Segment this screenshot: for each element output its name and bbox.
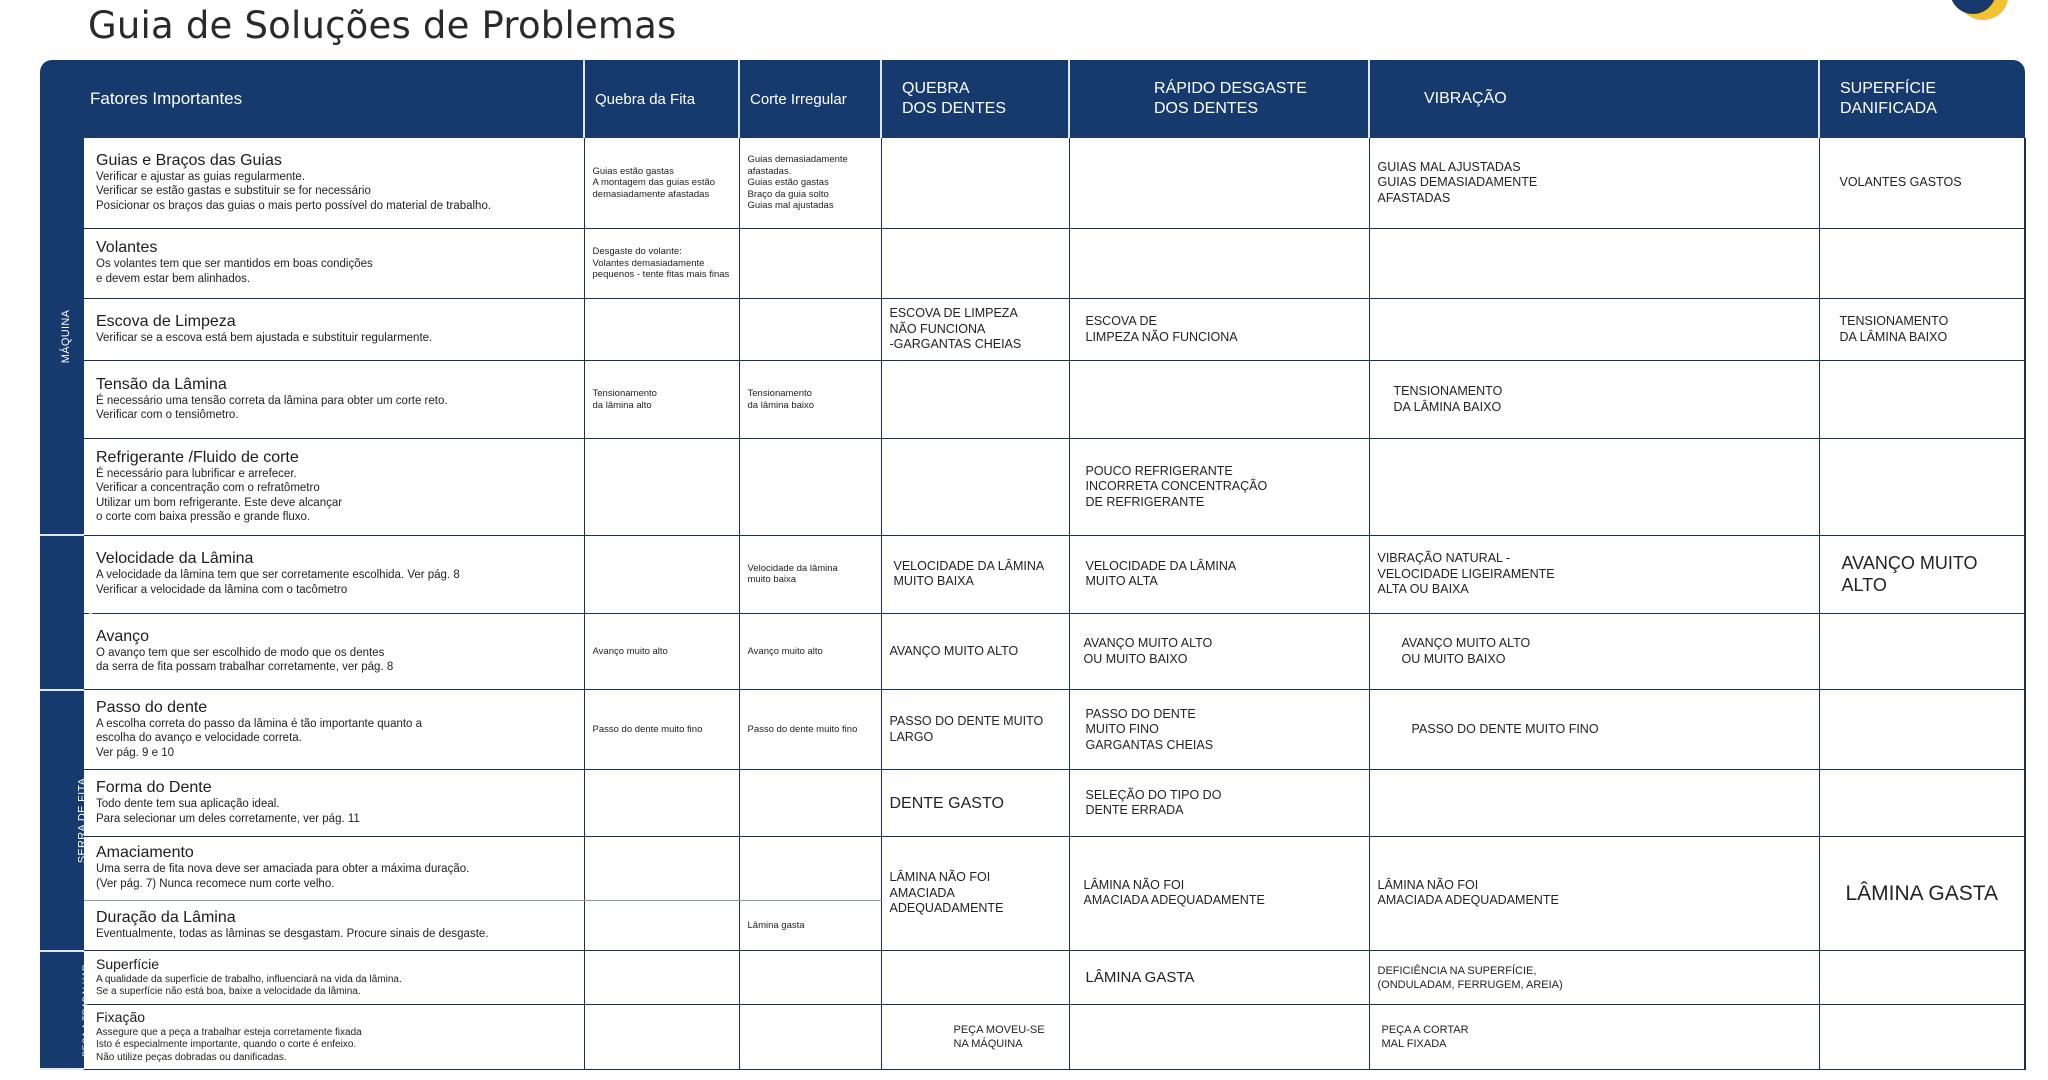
- table-cell: Passo do dente muito fino: [739, 690, 881, 770]
- table-row: [40, 138, 2025, 228]
- table-cell: [739, 439, 881, 535]
- table-cell: [584, 439, 739, 535]
- table-cell: VELOCIDADE DA LÂMINA MUITO BAIXA: [881, 535, 1069, 613]
- table-cell: [739, 228, 881, 298]
- table-cell: [739, 770, 881, 836]
- table-cell: [1819, 770, 2025, 836]
- troubleshooting-table: [40, 60, 2026, 1070]
- factor-superficie: Superfície A qualidade da superfície de trabalho, influenciará na vida da lâmina. Se a superfície não está boa, baixe a velocidade da lâmina.: [84, 951, 584, 1005]
- header-fatores: Fatores Importantes: [40, 60, 584, 138]
- factor-volantes: Volantes Os volantes tem que ser mantidos em boas condições e devem estar bem alinhados.: [84, 228, 584, 298]
- table-cell: [881, 138, 1069, 228]
- table-cell: [584, 836, 739, 900]
- table-cell: LÂMINA GASTA: [1069, 951, 1369, 1005]
- table-cell: Passo do dente muito fino: [584, 690, 739, 770]
- table-cell: [1369, 228, 1819, 298]
- factor-guias: Guias e Braços das Guias Verificar e ajustar as guias regularmente. Verificar se estão gastas e substituir se for necessário Posicionar os braços das guias o mais perto possível do material de trabalho.: [84, 138, 584, 228]
- table-cell: [1069, 228, 1369, 298]
- factor-fixacao: Fixação Assegure que a peça a trabalhar esteja corretamente fixada Isto é especialmente importante, quando o corte é enfeixo. Não utilize peças dobradas ou danificadas.: [84, 1005, 584, 1069]
- header-superficie: SUPERFÍCIE DANIFICADA: [1819, 60, 2025, 138]
- table-cell: [1819, 1005, 2025, 1069]
- table-cell: Desgaste do volante: Volantes demasiadamente pequenos - tente fitas mais finas: [584, 228, 739, 298]
- group-dados-corte: DADOS DO CORTE: [40, 535, 84, 689]
- table-cell: [1819, 361, 2025, 439]
- table-row: [40, 770, 2025, 836]
- table-cell: [584, 299, 739, 361]
- group-maquina: MÁQUINA: [40, 138, 84, 535]
- table-row: [40, 836, 2025, 900]
- table-cell: LÂMINA GASTA: [1819, 836, 2025, 950]
- table-cell: [881, 439, 1069, 535]
- table-cell: [1819, 228, 2025, 298]
- table-cell: [1819, 951, 2025, 1005]
- table-cell: [881, 951, 1069, 1005]
- table-cell: [1369, 439, 1819, 535]
- table-cell: ESCOVA DE LIMPEZA NÃO FUNCIONA -GARGANTAS CHEIAS: [881, 299, 1069, 361]
- table-cell: [881, 361, 1069, 439]
- table-row: [40, 951, 2025, 1005]
- table-cell: GUIAS MAL AJUSTADAS GUIAS DEMASIADAMENTE AFASTADAS: [1369, 138, 1819, 228]
- table-cell: AVANÇO MUITO ALTO: [1819, 535, 2025, 613]
- header-corte-irregular: Corte Irregular: [739, 60, 881, 138]
- header-vibracao: VIBRAÇÃO: [1369, 60, 1819, 138]
- table-cell: [584, 951, 739, 1005]
- factor-avanco: Avanço O avanço tem que ser escolhido de modo que os dentes da serra de fita possam trabalhar corretamente, ver pág. 8: [84, 613, 584, 689]
- page-title: Guia de Soluções de Problemas: [88, 4, 677, 47]
- table-cell: PASSO DO DENTE MUITO LARGO: [881, 690, 1069, 770]
- table-cell: LÂMINA NÃO FOI AMACIADA ADEQUADAMENTE: [1069, 836, 1369, 950]
- table-cell: Tensionamento da lâmina alto: [584, 361, 739, 439]
- table-cell: LÂMINA NÃO FOI AMACIADA ADEQUADAMENTE: [881, 836, 1069, 950]
- table-cell: DENTE GASTO: [881, 770, 1069, 836]
- table-cell: [1369, 299, 1819, 361]
- table-cell: [1069, 138, 1369, 228]
- table-cell: PEÇA A CORTAR MAL FIXADA: [1369, 1005, 1819, 1069]
- table-cell: Tensionamento da lâmina baixo: [739, 361, 881, 439]
- table-cell: AVANÇO MUITO ALTO: [881, 613, 1069, 689]
- table-cell: [584, 770, 739, 836]
- table-row: [40, 299, 2025, 361]
- table-cell: [1819, 613, 2025, 689]
- header-desgaste-dentes: RÁPIDO DESGASTE DOS DENTES: [1069, 60, 1369, 138]
- table-cell: AVANÇO MUITO ALTO OU MUITO BAIXO: [1369, 613, 1819, 689]
- table-cell: TENSIONAMENTO DA LÂMINA BAIXO: [1819, 299, 2025, 361]
- table-cell: TENSIONAMENTO DA LÂMINA BAIXO: [1369, 361, 1819, 439]
- factor-escova: Escova de Limpeza Verificar se a escova está bem ajustada e substituir regularmente.: [84, 299, 584, 361]
- table-cell: Guias demasiadamente afastadas. Guias estão gastas Braço da guia solto Guias mal ajustadas: [739, 138, 881, 228]
- table-cell: Velocidade da lâmina muito baixa: [739, 535, 881, 613]
- table-cell: [1069, 361, 1369, 439]
- table-cell: ESCOVA DE LIMPEZA NÃO FUNCIONA: [1069, 299, 1369, 361]
- header-quebra-dentes: QUEBRA DOS DENTES: [881, 60, 1069, 138]
- factor-velocidade: Velocidade da Lâmina A velocidade da lâmina tem que ser corretamente escolhida. Ver pág. 8 Verificar a velocidade da lâmina com o tacômetro: [84, 535, 584, 613]
- table-row: [40, 439, 2025, 535]
- table-cell: [1819, 690, 2025, 770]
- table-cell: [584, 1005, 739, 1069]
- table-row: [40, 1005, 2025, 1069]
- factor-refrigerante: Refrigerante /Fluido de corte É necessário para lubrificar e arrefecer. Verificar a concentração com o refratômetro Utilizar um bom refrigerante. Este deve alcançar o corte com baixa pressão e grande fluxo.: [84, 439, 584, 535]
- table-cell: [1369, 770, 1819, 836]
- table-cell: POUCO REFRIGERANTE INCORRETA CONCENTRAÇÃO DE REFRIGERANTE: [1069, 439, 1369, 535]
- table-cell: PASSO DO DENTE MUITO FINO GARGANTAS CHEIAS: [1069, 690, 1369, 770]
- table-cell: VIBRAÇÃO NATURAL - VELOCIDADE LIGEIRAMENTE ALTA OU BAIXA: [1369, 535, 1819, 613]
- table-cell: PEÇA MOVEU-SE NA MÁQUINA: [881, 1005, 1069, 1069]
- table-cell: [584, 535, 739, 613]
- table-cell: PASSO DO DENTE MUITO FINO: [1369, 690, 1819, 770]
- group-serra-fita: SERRA DE FITA: [40, 690, 84, 951]
- table-cell: VELOCIDADE DA LÂMINA MUITO ALTA: [1069, 535, 1369, 613]
- table-row: [40, 613, 2025, 689]
- table-cell: [739, 1005, 881, 1069]
- table-cell: SELEÇÃO DO TIPO DO DENTE ERRADA: [1069, 770, 1369, 836]
- table-row: [40, 228, 2025, 298]
- table-row: [40, 361, 2025, 439]
- header-row: [40, 60, 2025, 138]
- table-cell: DEFICIÊNCIA NA SUPERFÍCIE, (ONDULADAM, FERRUGEM, AREIA): [1369, 951, 1819, 1005]
- table-cell: Guias estão gastas A montagem das guias estão demasiadamente afastadas: [584, 138, 739, 228]
- header-quebra-fita: Quebra da Fita: [584, 60, 739, 138]
- table-cell: Avanço muito alto: [584, 613, 739, 689]
- table-cell: LÂMINA NÃO FOI AMACIADA ADEQUADAMENTE: [1369, 836, 1819, 950]
- table-cell: Lâmina gasta: [739, 900, 881, 950]
- table-cell: [739, 951, 881, 1005]
- factor-passo: Passo do dente A escolha correta do passo da lâmina é tão importante quanto a escolha do avanço e velocidade correta. Ver pág. 9 e 10: [84, 690, 584, 770]
- factor-tensao: Tensão da Lâmina É necessário uma tensão correta da lâmina para obter um corte reto. Verificar com o tensiômetro.: [84, 361, 584, 439]
- table-cell: [584, 900, 739, 950]
- group-peca: PEÇA A TRABALHAR: [40, 951, 84, 1069]
- table-cell: VOLANTES GASTOS: [1819, 138, 2025, 228]
- table-row: [40, 535, 2025, 613]
- factor-duracao: Duração da Lâmina Eventualmente, todas as lâminas se desgastam. Procure sinais de desgaste.: [84, 900, 584, 950]
- table-cell: AVANÇO MUITO ALTO OU MUITO BAIXO: [1069, 613, 1369, 689]
- factor-amaciamento: Amaciamento Uma serra de fita nova deve ser amaciada para obter a máxima duração. (Ver pág. 7) Nunca recomece num corte velho.: [84, 836, 584, 900]
- table-cell: [1819, 439, 2025, 535]
- table-cell: Avanço muito alto: [739, 613, 881, 689]
- table-cell: [1069, 1005, 1369, 1069]
- factor-forma: Forma do Dente Todo dente tem sua aplicação ideal. Para selecionar um deles corretamente, ver pág. 11: [84, 770, 584, 836]
- table-cell: [739, 836, 881, 900]
- table-cell: [881, 228, 1069, 298]
- brand-logo-icon: [1958, 0, 2008, 20]
- table-cell: [739, 299, 881, 361]
- table-row: [40, 690, 2025, 770]
